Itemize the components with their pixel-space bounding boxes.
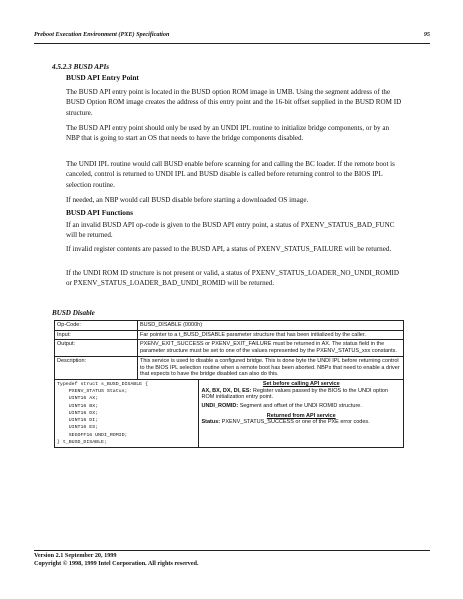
functions-heading: BUSD API Functions [66, 208, 133, 217]
entry-point-paragraph-1: The BUSD API entry point is located in the BUSD option ROM image in UMB. Using the segment address of the BUSD Option ROM image creates the address of this entry point and the 16-bit offset supplied in the BUSD ROM ID structure. [66, 88, 402, 117]
table-row [55, 330, 404, 340]
param-text: PXENV_STATUS_SUCCESS or one of the PXE error codes. [221, 419, 370, 426]
functions-paragraph-3: If the UNDI ROM ID structure is not present or valid, a status of PXENV_STATUS_LOADER_NO_UNDI_ROMID or PXENV_STATUS_LOADER_BAD_UNDI_ROMID will be returned. [66, 269, 399, 288]
functions-paragraph-1: If an invalid BUSD API op-code is given to the BUSD API entry point, a status of PXENV_STATUS_BAD_FUNC will be returned. [66, 221, 395, 240]
functions-paragraph-2: If invalid register contents are passed to the BUSD API, a status of PXENV_STATUS_FAILURE will be returned. [66, 245, 392, 253]
table-row [55, 379, 404, 447]
section-heading: 4.5.2.3 BUSD APIs [52, 63, 110, 71]
row-label: Description: [55, 356, 138, 379]
param-item [201, 388, 401, 401]
param-term: UNDI_ROMID: [201, 403, 239, 410]
param-term: AX, BX, DX, DI, ES: [201, 387, 252, 394]
param-text: Segment and offset of the UNDI ROMID structure. [239, 403, 362, 410]
row-value: PXENV_EXIT_SUCCESS or PXENV_EXIT_FAILURE must be returned in AX. The status field in the parameter structure must be set to one of the values represented by the PXENV_STATUS_xxx constants. [138, 340, 404, 356]
param-term: Status: [201, 419, 221, 426]
entry-point-paragraph-2: The BUSD API entry point should only be used by an UNDI IPL routine to initialize bridge components, or by an NBP that is going to start an OS that needs to have the bridge components disabled. [66, 124, 390, 143]
row-label: Output: [55, 340, 138, 356]
page-number: 95 [423, 31, 430, 38]
param-item [201, 419, 401, 426]
table-row [55, 340, 404, 356]
row-label: Op-Code: [55, 321, 138, 331]
param-item [201, 403, 401, 410]
busd-disable-caption: BUSD Disable [52, 309, 95, 317]
table-row [55, 356, 404, 379]
page-header [34, 29, 430, 44]
row-label: Input: [55, 330, 138, 340]
returned-heading: Returned from API service [266, 412, 336, 419]
param-text: Register values passed by the BIOS to the UNDI option ROM initialization entry point. [201, 387, 388, 401]
row-value: This service is used to disable a configured bridge. This is done byte the UNDI IPL before returning control to the BIOS IPL selection routine when a remote boot has been aborted. NBPs that need to enable a driver that expects to have the bridge disabled can also do this. [138, 356, 404, 379]
footer-version: Version 2.1 September 20, 1999 [34, 552, 117, 559]
row-value: BUSD_DISABLE (0000h) [138, 321, 404, 331]
entry-point-paragraph-3: The UNDI IPL routine would call BUSD enable before scanning for and calling the BC loader. If the remote boot is canceled, control is returned to UNDI IPL and BUSD disable is called before returning control to the BIOS IPL selection routine. [66, 160, 395, 189]
before-call-heading: Set before calling API service [262, 380, 340, 387]
busd-disable-table [54, 320, 404, 448]
entry-point-paragraph-4: If needed, an NBP would call BUSD disable before starting a downloaded OS image. [66, 196, 309, 204]
struct-definition-cell [55, 379, 199, 447]
struct-definition-code: Typedef struct s_BUSD_DISABLE { PXENV_STATUS Status; UINT16 AX; UINT16 BX; UINT16 DX; UINT16 DI; UINT16 ES; SEGOFF16 UNDI_ROMID; } t_BUSD_DISABLE; [57, 381, 148, 445]
page-footer [34, 550, 430, 568]
footer-copyright: Copyright © 1998, 1999 Intel Corporation. All rights reserved. [34, 560, 199, 567]
document-title: Preboot Execution Environment (PXE) Specification [34, 31, 170, 38]
row-value: Far pointer to a t_BUSD_DISABLE parameter structure that has been initialized by the caller. [138, 330, 404, 340]
entry-point-heading: BUSD API Entry Point [66, 73, 139, 82]
table-row [55, 321, 404, 331]
parameter-description-cell [199, 379, 404, 447]
